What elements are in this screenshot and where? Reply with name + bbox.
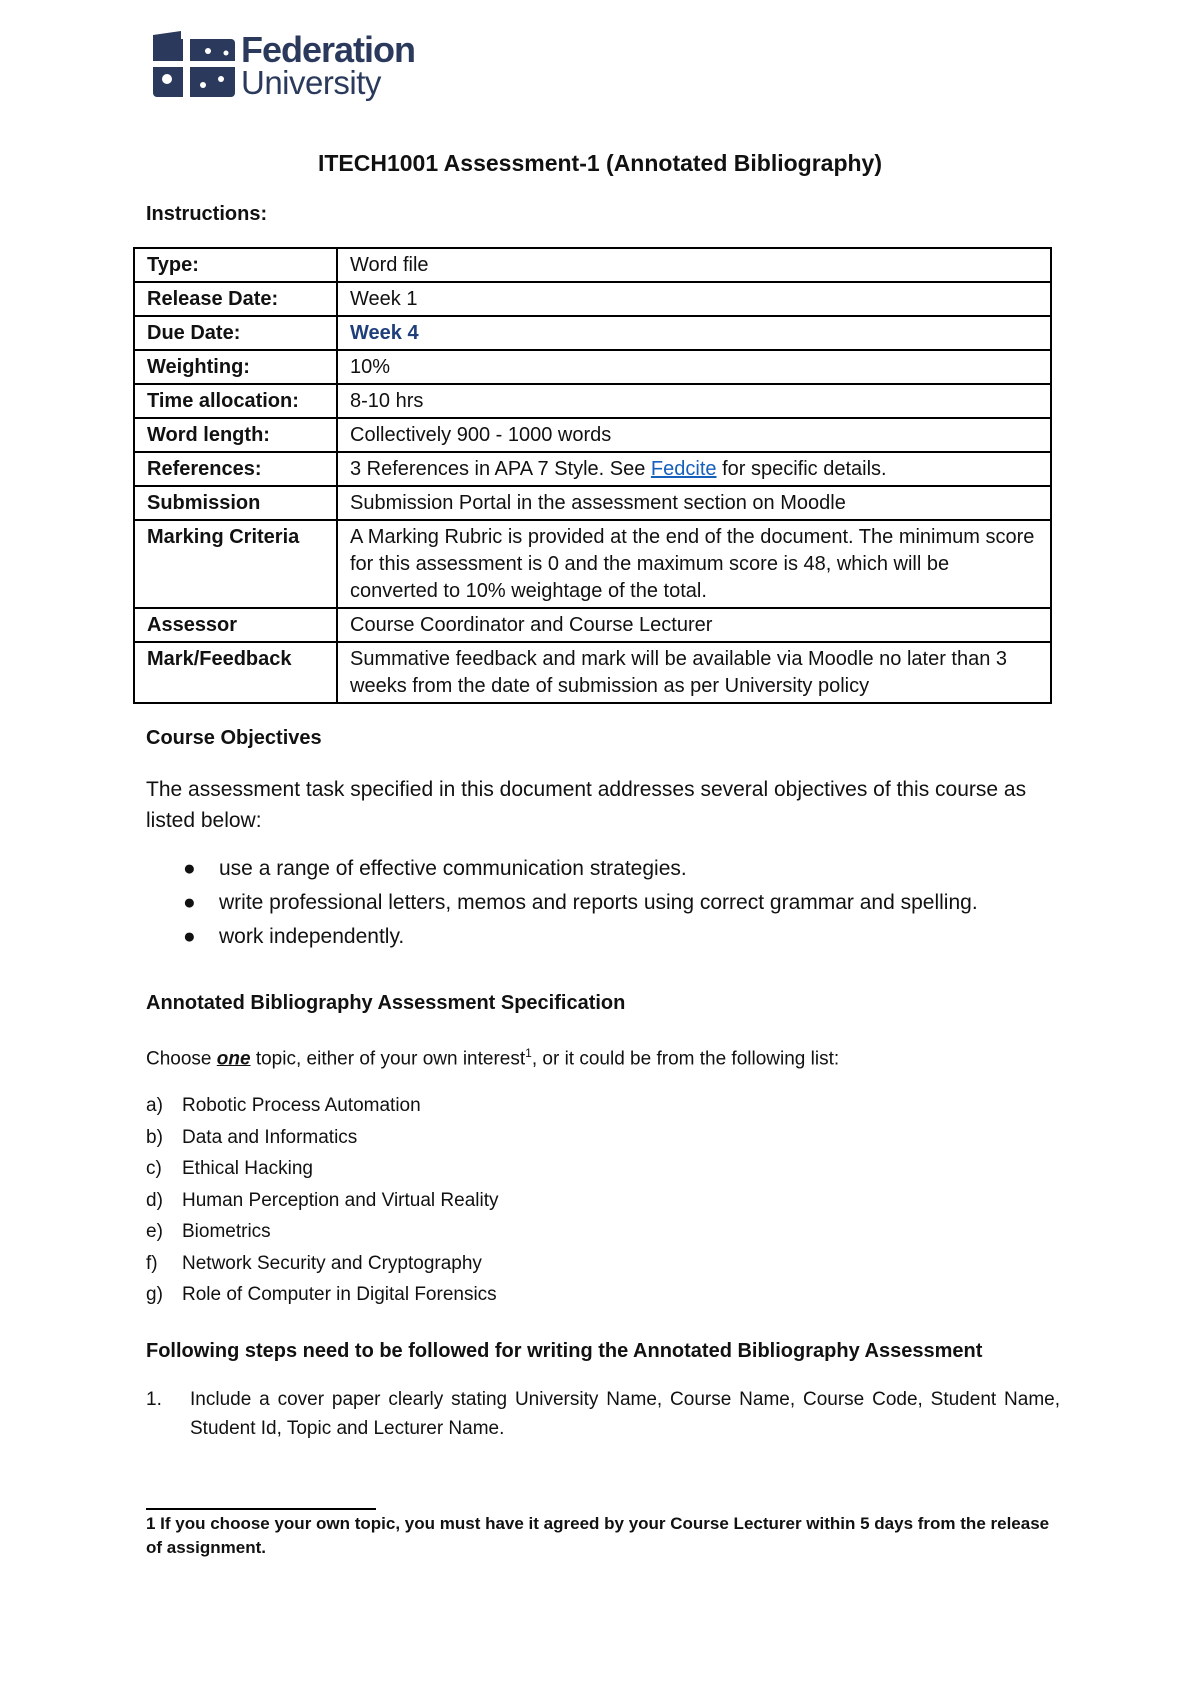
- references-value: 3 References in APA 7 Style. See Fedcite for specific details.: [337, 452, 1051, 486]
- table-row: [134, 350, 1051, 384]
- row-key: Submission: [134, 486, 337, 520]
- row-value: Summative feedback and mark will be available via Moodle no later than 3 weeks from the date of submission as per University policy: [337, 642, 1051, 703]
- row-key: Weighting:: [134, 350, 337, 384]
- row-value: Course Coordinator and Course Lecturer: [337, 608, 1051, 642]
- logo-line-2: University: [241, 63, 381, 101]
- table-row: [134, 452, 1051, 486]
- objectives-intro: The assessment task specified in this document addresses several objectives of this course as listed below:: [146, 778, 1027, 832]
- table-row: [134, 642, 1051, 703]
- table-row: [134, 384, 1051, 418]
- choose-topic-text: Choose one topic, either of your own interest$^1$, or it could be from the following list:: [146, 1046, 840, 1070]
- footnote: 1 If you choose your own topic, you must have it agreed by your Course Lecturer within 5 days from the release of assignment.: [146, 1514, 1050, 1557]
- row-key: Assessor: [134, 608, 337, 642]
- topics-list: [146, 1090, 499, 1311]
- row-key: References:: [134, 452, 337, 486]
- list-item: ● use a range of effective communication strategies.: [146, 852, 978, 886]
- row-key: Release Date:: [134, 282, 337, 316]
- document-title: ITECH1001 Assessment-1 (Annotated Bibliography): [317, 150, 883, 176]
- due-date-value: Week 4: [337, 316, 1051, 350]
- table-row: [134, 520, 1051, 608]
- list-item: g) Role of Computer in Digital Forensics: [146, 1284, 497, 1305]
- row-key: Mark/Feedback: [134, 642, 337, 703]
- list-item: a) Robotic Process Automation: [146, 1095, 421, 1116]
- row-value: A Marking Rubric is provided at the end of the document. The minimum score for this assessment is 0 and the maximum score is 48, which will be converted to 10% weightage of the total.: [337, 520, 1051, 608]
- table-row: [134, 486, 1051, 520]
- list-item: e) Biometrics: [146, 1221, 271, 1242]
- table-row: [134, 316, 1051, 350]
- table-row: [134, 418, 1051, 452]
- logo-line-1: Federation: [241, 28, 416, 70]
- row-value: Week 1: [337, 282, 1051, 316]
- table-row: [134, 248, 1051, 282]
- footnote-ref: 1: [525, 1046, 532, 1060]
- objectives-heading: Course Objectives: [146, 727, 322, 749]
- row-key: Word length:: [134, 418, 337, 452]
- row-value: Collectively 900 - 1000 words: [337, 418, 1051, 452]
- row-value: 10%: [337, 350, 1051, 384]
- assessment-info-table: [133, 247, 1052, 704]
- footnote-divider: [146, 1508, 376, 1510]
- list-item: ● write professional letters, memos and reports using correct grammar and spelling.: [146, 886, 978, 920]
- step-item: 1. Include a cover paper clearly stating University Name, Course Name, Course Code, Student Name, Student Id, Topic and Lecturer Name.: [146, 1389, 1060, 1439]
- federation-flag-icon: [153, 31, 235, 99]
- row-key: Time allocation:: [134, 384, 337, 418]
- table-row: [134, 608, 1051, 642]
- fedcite-link[interactable]: Fedcite: [650, 458, 717, 480]
- list-item: b) Data and Informatics: [146, 1126, 358, 1148]
- list-item: ● work independently.: [146, 920, 978, 954]
- steps-heading: Following steps need to be followed for writing the Annotated Bibliography Assessment: [146, 1340, 983, 1362]
- instructions-label: Instructions:: [146, 203, 268, 225]
- table-row: [134, 282, 1051, 316]
- objectives-list: [146, 852, 978, 954]
- university-logo: [153, 28, 415, 102]
- bullet-icon: ●: [183, 891, 196, 914]
- spec-heading: Annotated Bibliography Assessment Specification: [146, 992, 626, 1014]
- list-item: c) Ethical Hacking: [146, 1158, 313, 1179]
- row-value: Word file: [337, 248, 1051, 282]
- list-item: d) Human Perception and Virtual Reality: [146, 1189, 499, 1211]
- row-key: Type:: [134, 248, 337, 282]
- row-key: Due Date:: [134, 316, 337, 350]
- row-key: Marking Criteria: [134, 520, 337, 608]
- row-value: Submission Portal in the assessment section on Moodle: [337, 486, 1051, 520]
- bullet-icon: ●: [183, 857, 196, 880]
- list-item: f) Network Security and Cryptography: [146, 1252, 482, 1274]
- row-value: 8-10 hrs: [337, 384, 1051, 418]
- bullet-icon: ●: [183, 925, 196, 948]
